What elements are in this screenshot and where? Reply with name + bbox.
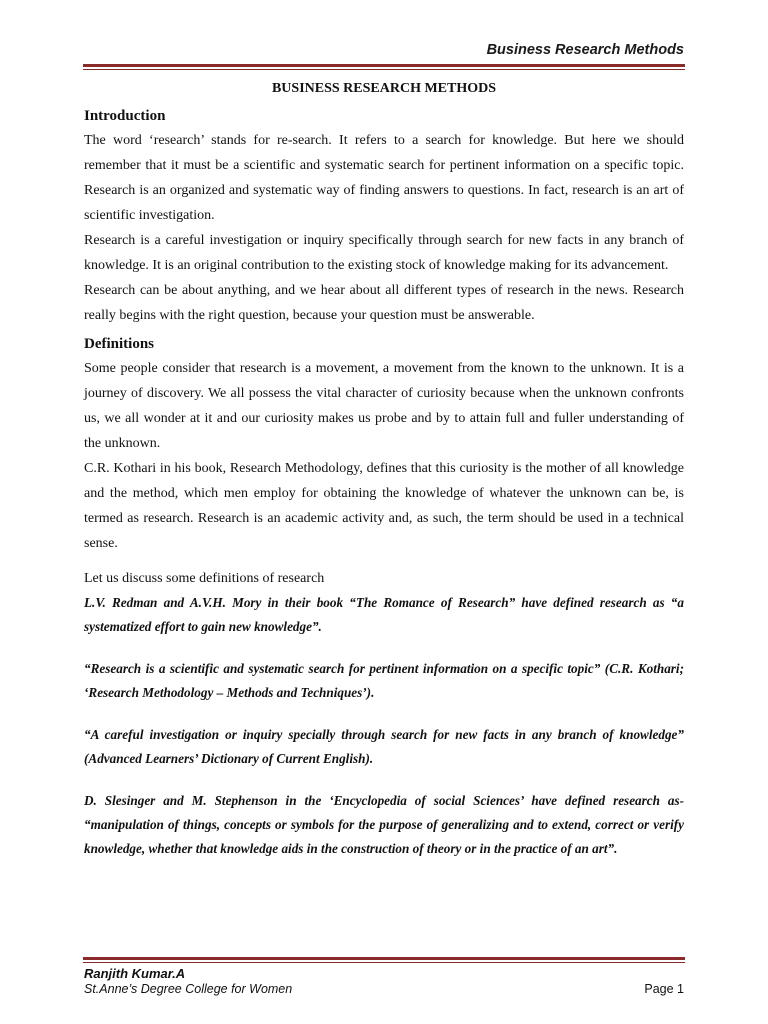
definition-quote-kothari: “Research is a scientific and systematic search for pertinent information on a specific topic” (C.R. Kothari; ‘Research Methodology – Methods and Techniques’).: [84, 661, 684, 700]
footer-author: Ranjith Kumar.A: [84, 966, 186, 981]
definition-quote-slesinger-stephenson: D. Slesinger and M. Stephenson in the ‘Encyclopedia of social Sciences’ have defined research as- “manipulation of things, concepts or symbols for the purpose of generalizing and to extend, correct or verify knowledge, whether that knowledge aids in the construction of theory or in the practice of an art”.: [84, 793, 684, 856]
definition-quote-redman-mory: L.V. Redman and A.V.H. Mory in their book “The Romance of Research” have defined research as “a systematized effort to gain new knowledge”.: [84, 595, 684, 634]
footer-rule-thin: [83, 962, 685, 963]
running-header-title: Business Research Methods: [486, 42, 684, 58]
definition-quote-dictionary: “A careful investigation or inquiry specially through search for new facts in any branch of knowledge” (Advanced Learners’ Dictionary of Current English).: [84, 727, 684, 766]
footer-rule-thick: [83, 957, 685, 960]
document-body: [84, 78, 684, 861]
document-title: BUSINESS RESEARCH METHODS: [271, 81, 497, 96]
page-number: Page 1: [644, 982, 684, 996]
header-rule-thick: [83, 64, 685, 67]
header-rule-thin: [83, 69, 685, 70]
intro-paragraph-1: The word ‘research’ stands for re-search. It refers to a search for knowledge. But here we should remember that it must be a scientific and systematic search for pertinent information on a specific topic. Research is an organized and systematic way of finding answers to questions. In fact, research is an art of scientific investigation.: [84, 133, 684, 223]
definitions-paragraph-1: Some people consider that research is a movement, a movement from the known to the unknown. It is a journey of discovery. We all possess the vital character of curiosity because when the unknown confronts us, we all wonder at it and our curiosity makes us probe and by to attain full and fuller understanding of the unknown.: [84, 361, 684, 451]
footer-college: St.Anne’s Degree College for Women: [84, 982, 293, 996]
section-heading-introduction: Introduction: [84, 108, 166, 124]
definitions-intro-line: Let us discuss some definitions of research: [84, 571, 325, 586]
intro-paragraph-2: Research is a careful investigation or inquiry specifically through search for new facts in any branch of knowledge. It is an original contribution to the existing stock of knowledge making for its advancement.: [84, 233, 684, 273]
section-heading-definitions: Definitions: [84, 336, 155, 352]
intro-paragraph-3: Research can be about anything, and we hear about all different types of research in the news. Research really begins with the right question, because your question must be answerable.: [84, 283, 684, 323]
definitions-paragraph-2: C.R. Kothari in his book, Research Methodology, defines that this curiosity is the mother of all knowledge and the method, which men employ for obtaining the knowledge of whatever the unknown can be, is termed as research. Research is an academic activity and, as such, the term should be used in a technical sense.: [84, 461, 684, 551]
